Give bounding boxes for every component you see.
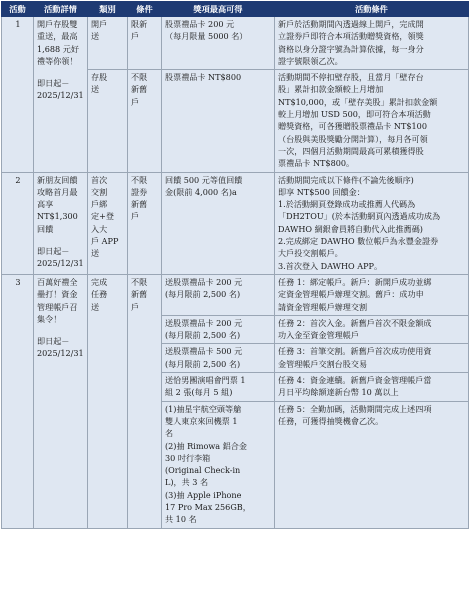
category-text: 完成 任務 送: [91, 276, 108, 312]
category-cell: [88, 172, 128, 274]
category-text: 存股 送: [91, 72, 108, 95]
table-header-row: [2, 2, 469, 17]
condition-cell: [128, 17, 162, 70]
activity-no: [2, 172, 34, 274]
prize-cell: [162, 344, 275, 373]
condition-text: 不限 新舊 戶: [131, 276, 148, 312]
prize-cell: [162, 172, 275, 274]
activity-detail: [34, 274, 88, 528]
activity-no-text: 2: [15, 174, 21, 185]
condition-text: 不限 證券 新舊 戶: [131, 174, 148, 222]
requirement-text: 任務 1：綁定帳戶。新戶：新開戶成功並綁 定資金管理帳戶辦理交割。舊戶：成功申 請資金管理帳戶辦理交割: [278, 276, 432, 312]
activity-period: 即日起－ 2025/12/31: [37, 246, 84, 269]
requirement-cell: [275, 315, 469, 344]
condition-cell: [128, 274, 162, 528]
requirement-text: 任務 4：資金連續。新舊戶資金管理帳戶當 月日平均餘額達新台幣 10 萬以上: [278, 375, 432, 398]
prize-text: 股票禮品卡 NT$800: [165, 72, 242, 83]
activity-period: 即日起－ 2025/12/31: [37, 78, 84, 101]
header-activity-no: 活動: [2, 2, 34, 17]
prize-cell: [162, 373, 275, 402]
requirement-cell: [275, 172, 469, 274]
requirement-text: 任務 5：全勤加碼，活動期間完成上述四項 任務，可獲得抽獎機會乙次。: [278, 403, 432, 426]
table-row: [2, 17, 469, 70]
activity-detail: [34, 172, 88, 274]
header-requirement: 活動條件: [275, 2, 469, 17]
prize-text: 股票禮品卡 200 元 （每月限量 5000 名）: [165, 19, 248, 42]
category-text: 開戶 送: [91, 19, 108, 42]
category-cell: [88, 17, 128, 70]
header-prize: 獎項最高可得: [162, 2, 275, 17]
requirement-cell: [275, 70, 469, 172]
requirement-cell: [275, 373, 469, 402]
activity-no-text: 1: [15, 19, 21, 29]
activity-no: [2, 274, 34, 528]
activity-detail-title: 百萬好禮全 壘打！資金 管理帳戶召 集令！: [37, 276, 78, 324]
prize-cell: [162, 315, 275, 344]
prize-cell: [162, 70, 275, 172]
requirement-cell: [275, 274, 469, 315]
activity-detail: [34, 17, 88, 173]
table-row: [2, 172, 469, 274]
header-activity-detail: 活動詳情: [34, 2, 88, 17]
prize-text: (1)抽星宇航空頭等艙 雙人東京來回機票 1 名 (2)抽 Rimowa 鋁合金 30 吋行李箱 (Original Check-in L)，共 3 名 (3)抽 Apple iPhone 17 Pro Max 256GB， 共 10 名: [165, 403, 251, 525]
prize-text: 送股票禮品卡 500 元 (每月限前 2,500 名): [165, 346, 243, 369]
requirement-text: 新戶於活動期間內透過線上開戶，完成開 立證券戶即符合本項活動贈獎資格，領獎 資格以身分證字號為計算依據，每一身分 證字號限領乙次。: [278, 19, 424, 66]
header-category: 類別: [88, 2, 128, 17]
prize-text: 送股票禮品卡 200 元 (每月限前 2,500 名): [165, 276, 243, 300]
activity-period: 即日起－ 2025/12/31: [37, 336, 84, 359]
condition-text: 不限 新舊 戶: [131, 72, 148, 107]
requirement-text: 活動期間不停扣壁存股，且當月「壁存台 股」累計扣款金額較上月增加 NT$10,000，或「壁存美股」累計扣款金額 較上月增加 USD 500，即可符合本項活動 贈獎資格，可各獲贈股票禮品卡 NT$100 （台股與美股獎勵分開計算），每月各可領 一次，四個月活動期間最高可累積獲得股 票禮品卡 NT$800。: [278, 72, 438, 169]
requirement-cell: [275, 344, 469, 373]
activity-no-text: 3: [15, 276, 21, 287]
requirement-cell: [275, 401, 469, 528]
category-cell: [88, 70, 128, 172]
condition-cell: [128, 172, 162, 274]
prize-text: 回饋 500 元等值回饋 金(限前 4,000 名)a: [165, 174, 243, 197]
table-row: [2, 274, 469, 315]
prize-text: 送股票禮品卡 200 元 (每月限前 2,500 名): [165, 317, 243, 341]
prize-text: 送恰男團演唱會門票 1 組 2 張(每月 5 組): [165, 375, 246, 398]
header-condition: 條件: [128, 2, 162, 17]
prize-cell: [162, 274, 275, 315]
requirement-text: 任務 2：首次入金。新舊戶首次不限金額成 功入金至資金管理帳戶: [278, 317, 432, 341]
activity-detail-title: 開戶存股雙 重送，最高 1,688 元好 禮等你領！: [37, 19, 79, 66]
condition-text: 限新 戶: [131, 19, 148, 42]
requirement-text: 任務 3：首筆交割。新舊戶首次成功使用資 金管理帳戶交割台股交易: [278, 346, 432, 369]
prize-cell: [162, 401, 275, 528]
category-cell: [88, 274, 128, 528]
condition-cell: [128, 70, 162, 172]
category-text: 首次 交割 戶綁 定+登 入大 戶 APP 送: [91, 174, 119, 259]
prize-cell: [162, 17, 275, 70]
requirement-text: 活動期間完成以下條件(不論先後順序) 即享 NT$500 回饋金： 1.於活動網頁登錄成功或推薦人代碼為 「DH2TOU」(於本活動網頁內透過成功成為 DAWHO 網銀會員將自動代入此推薦碼) 2.完成綁定 DAWHO 數位帳戶為永豐金證券 大戶投交割帳戶。 3.首次登入 DAWHO APP。: [278, 174, 441, 271]
activity-no: [2, 17, 34, 173]
promotion-table: [1, 1, 469, 529]
requirement-cell: [275, 17, 469, 70]
activity-detail-title: 新朋友回饋 攻略首月最 高享 NT$1,300 回饋: [37, 174, 78, 234]
